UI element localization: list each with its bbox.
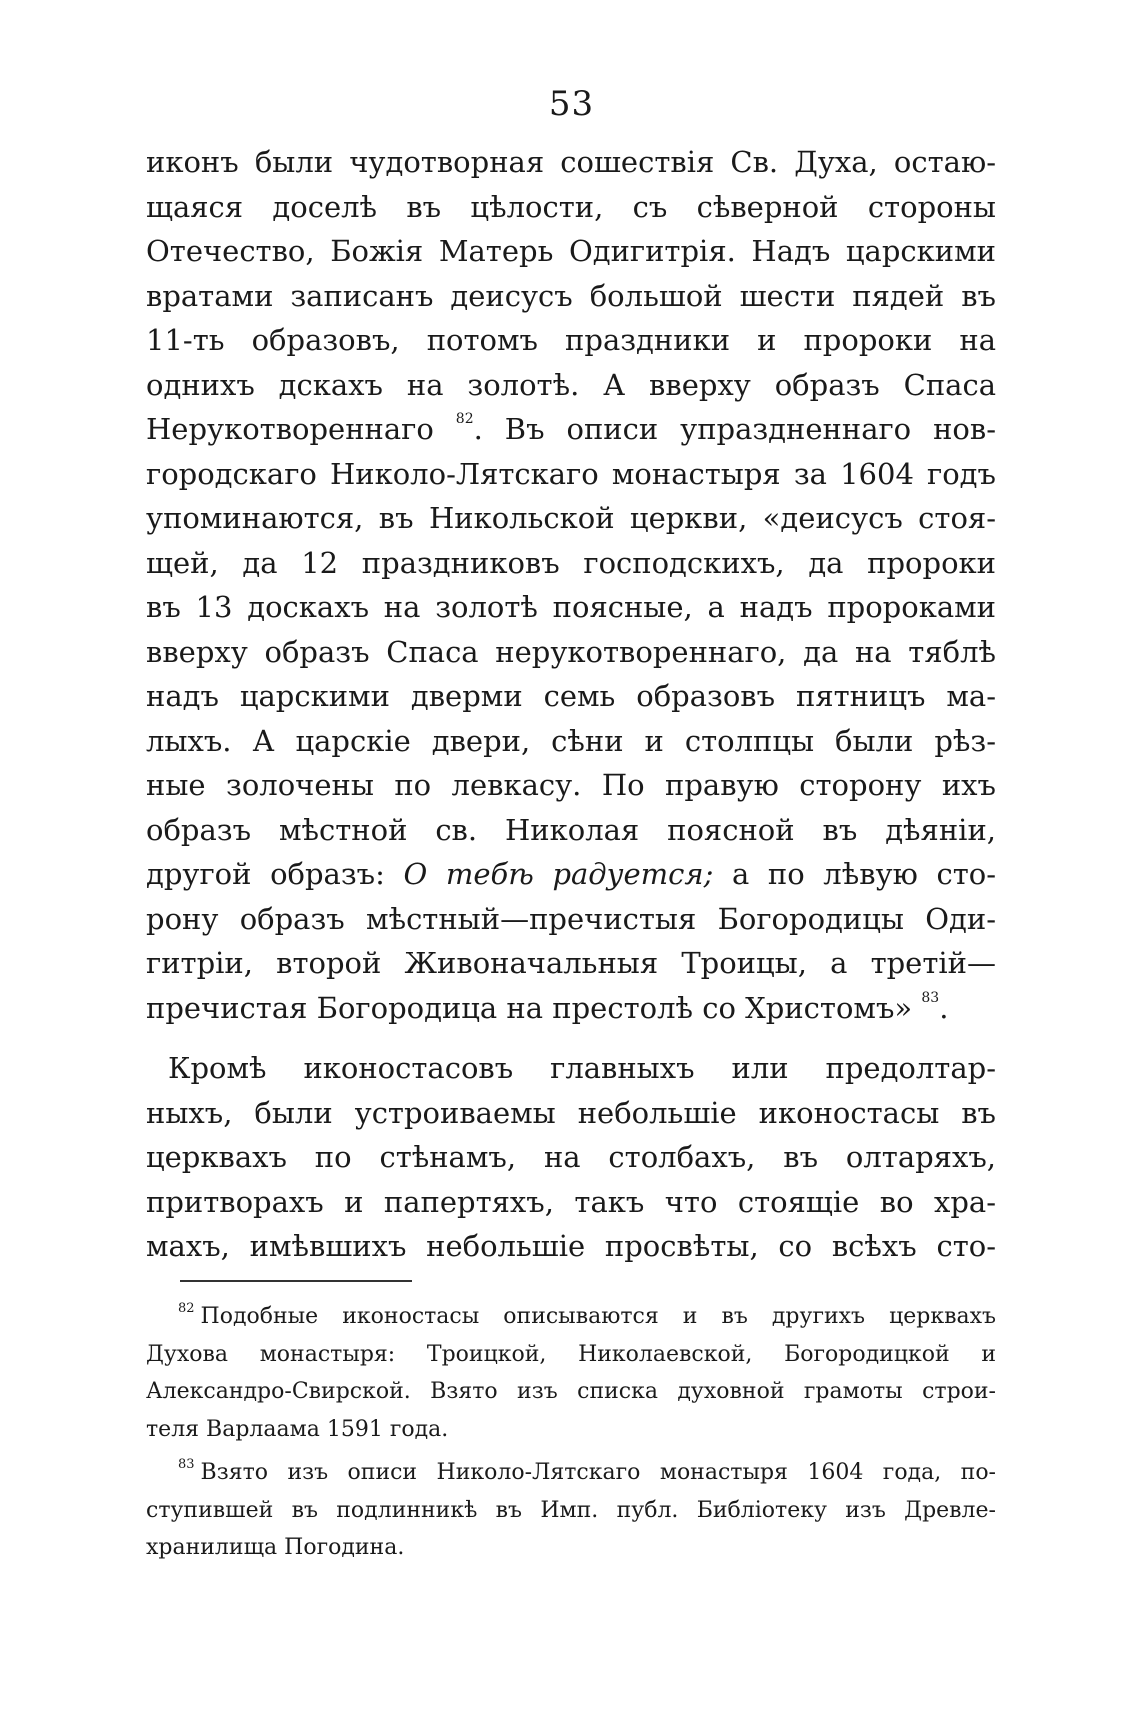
footnote-83-line: хранилища Погодина. bbox=[146, 1535, 405, 1560]
text-line: иконъ были чудотворная сошествія Св. Духа, остаю- bbox=[146, 145, 996, 179]
footnote-82-line: Духова монастыря: Троицкой, Николаевской, Богородицкой и bbox=[146, 1341, 996, 1367]
paragraph-gap bbox=[146, 1030, 996, 1046]
footnote-mark-82: 82 bbox=[178, 1301, 195, 1316]
page-number: 53 bbox=[548, 84, 595, 124]
text-line: городскаго Николо-Лятскаго монастыря за 1604 годъ bbox=[146, 456, 996, 491]
text-line: щей, да 12 праздниковъ господскихъ, да пророки bbox=[146, 545, 996, 580]
text-line: вверху образъ Спаса нерукотвореннаго, да на тяблѣ bbox=[146, 634, 996, 669]
text-segment: . bbox=[939, 990, 949, 1025]
text-line: церквахъ по стѣнамъ, на столбахъ, въ олтаряхъ, bbox=[146, 1140, 996, 1174]
italic-phrase: О тебѣ радуется; bbox=[403, 857, 714, 891]
text-line: надъ царскими дверми семь образовъ пятницъ ма- bbox=[146, 679, 996, 713]
text-line: 11-ть образовъ, потомъ праздники и пророки на bbox=[146, 323, 996, 357]
text-line: рону образъ мѣстный—пречистыя Богородицы Оди- bbox=[146, 901, 996, 936]
text-line: гитріи, второй Живоначальныя Троицы, а третій— bbox=[146, 946, 996, 980]
footnote-ref-82[interactable]: 82 bbox=[455, 411, 474, 427]
text-line: вратами записанъ деисусъ большой шести пядей въ bbox=[146, 278, 996, 313]
text-line: Кромѣ иконостасовъ главныхъ или предолтар- bbox=[168, 1051, 996, 1085]
text-line: махъ, имѣвшихъ небольшіе просвѣты, со всѣхъ сто- bbox=[146, 1229, 996, 1263]
text-line: щаяся доселѣ въ цѣлости, съ сѣверной стороны bbox=[146, 189, 996, 224]
text-line: Отечество, Божія Матерь Одигитрія. Надъ царскими bbox=[146, 234, 996, 268]
text-segment: . Въ описи упраздненнаго нов- bbox=[473, 412, 996, 446]
text-segment: Нерукотвореннаго bbox=[146, 412, 456, 446]
text-segment: пречистая Богородица на престолѣ со Христомъ» bbox=[146, 990, 922, 1025]
text-line: упоминаются, въ Никольской церкви, «деисусъ стоя- bbox=[146, 501, 996, 535]
text-line: въ 13 доскахъ на золотѣ поясные, а надъ пророками bbox=[146, 590, 996, 624]
footnote-82-line bbox=[146, 1298, 996, 1336]
text-line-with-italic bbox=[146, 852, 996, 897]
footnotes bbox=[146, 1298, 996, 1567]
footnote-ref-83[interactable]: 83 bbox=[921, 989, 940, 1006]
text-segment: другой образъ: bbox=[146, 857, 404, 891]
footnote-82-line: Александро-Свирской. Взято изъ списка духовной грамоты строи- bbox=[146, 1379, 996, 1404]
text-line: ные золочены по левкасу. По правую сторону ихъ bbox=[146, 768, 996, 802]
text-segment: а по лѣвую сто- bbox=[713, 857, 997, 891]
text-line: притворахъ и папертяхъ, такъ что стоящіе во хра- bbox=[146, 1184, 996, 1219]
footnote-mark-83: 83 bbox=[178, 1457, 195, 1472]
footnote-82-line: теля Варлаама 1591 года. bbox=[146, 1416, 449, 1442]
text-line: лыхъ. А царскіе двери, сѣни и столпцы были рѣз- bbox=[146, 723, 996, 758]
text-line: образъ мѣстной св. Николая поясной въ дѣяніи, bbox=[146, 812, 996, 847]
text-line-with-footnote-ref bbox=[146, 986, 996, 1031]
footnote-83-line: ступившей въ подлинникѣ въ Имп. публ. Библіотеку изъ Древле- bbox=[146, 1497, 996, 1523]
footnote-text: Подобные иконостасы описываются и въ другихъ церквахъ bbox=[200, 1304, 996, 1329]
text-line-with-footnote-ref bbox=[146, 407, 996, 452]
footnote-divider bbox=[180, 1280, 412, 1282]
text-line: ныхъ, были устроиваемы небольшіе иконостасы въ bbox=[146, 1095, 996, 1130]
footnote-text: Взято изъ описи Николо-Лятскаго монастыря 1604 года, по- bbox=[200, 1460, 996, 1485]
main-text bbox=[146, 140, 996, 1269]
footnote-83-line bbox=[146, 1454, 996, 1492]
text-line: однихъ дскахъ на золотѣ. А вверху образъ Спаса bbox=[146, 367, 996, 402]
